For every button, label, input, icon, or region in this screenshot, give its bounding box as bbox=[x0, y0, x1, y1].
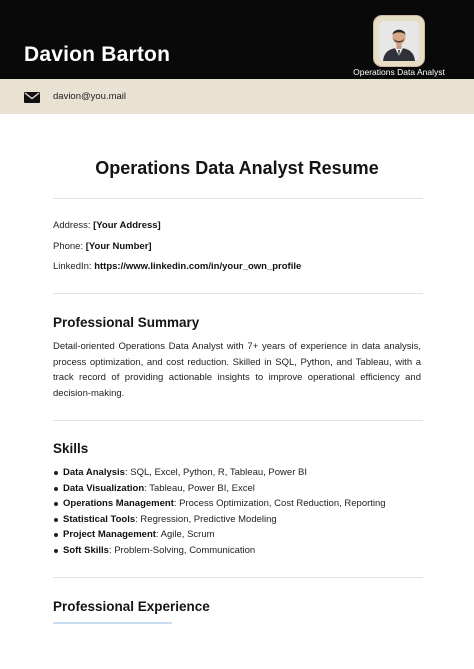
skill-value: : Regression, Predictive Modeling bbox=[135, 513, 277, 525]
divider bbox=[53, 577, 423, 578]
candidate-role: Operations Data Analyst bbox=[353, 67, 445, 77]
section-title-summary: Professional Summary bbox=[53, 315, 200, 330]
divider bbox=[53, 293, 423, 294]
divider bbox=[53, 198, 423, 199]
person-portrait-icon bbox=[374, 16, 424, 66]
phone-value: [Your Number] bbox=[85, 241, 152, 252]
section-title-experience: Professional Experience bbox=[53, 599, 210, 614]
linkedin-line bbox=[53, 260, 301, 274]
skill-value: : Tableau, Power BI, Excel bbox=[144, 482, 255, 494]
skill-label: Data Visualization bbox=[63, 482, 145, 494]
skill-label: Operations Management bbox=[63, 498, 174, 509]
document-title: Operations Data Analyst Resume bbox=[95, 158, 379, 178]
skill-value: : Problem-Solving, Communication bbox=[108, 544, 256, 556]
linkedin-value: https://www.linkedin.com/in/your_own_profile bbox=[94, 261, 302, 272]
list-item bbox=[53, 465, 421, 481]
summary-text: Detail-oriented Operations Data Analyst with 7+ years of experience in data analysis, process optimization, and cost reduction. Skilled in SQL, Python, and Tableau, with a track record of providing actionable insights to improve operational efficiency and decision-making. bbox=[53, 341, 421, 399]
skill-label: Project Management bbox=[63, 529, 156, 540]
list-item bbox=[53, 527, 421, 543]
skill-label: Data Analysis bbox=[63, 467, 125, 478]
email-address: davion@you.mail bbox=[53, 91, 127, 102]
skill-label: Soft Skills bbox=[63, 544, 109, 556]
skill-label: Statistical Tools bbox=[63, 513, 136, 525]
skill-value: : Process Optimization, Cost Reduction, Reporting bbox=[173, 498, 386, 509]
divider bbox=[53, 420, 423, 421]
envelope-icon bbox=[24, 92, 40, 103]
linkedin-label: LinkedIn: bbox=[53, 261, 92, 272]
skills-list bbox=[53, 465, 421, 558]
list-item bbox=[53, 512, 421, 528]
candidate-name: Davion Barton bbox=[24, 43, 171, 66]
address-line bbox=[53, 219, 161, 233]
skill-value: : Agile, Scrum bbox=[155, 529, 215, 540]
skill-value: : SQL, Excel, Python, R, Tableau, Power BI bbox=[124, 467, 307, 478]
list-item bbox=[53, 481, 421, 497]
list-item bbox=[53, 543, 421, 559]
list-item bbox=[53, 496, 421, 512]
section-title-skills: Skills bbox=[53, 441, 89, 456]
accent-line bbox=[53, 622, 172, 624]
address-value: [Your Address] bbox=[93, 220, 161, 231]
address-label: Address: bbox=[53, 220, 91, 231]
phone-label: Phone: bbox=[53, 241, 84, 252]
profile-photo bbox=[373, 15, 425, 67]
phone-line bbox=[53, 240, 152, 254]
